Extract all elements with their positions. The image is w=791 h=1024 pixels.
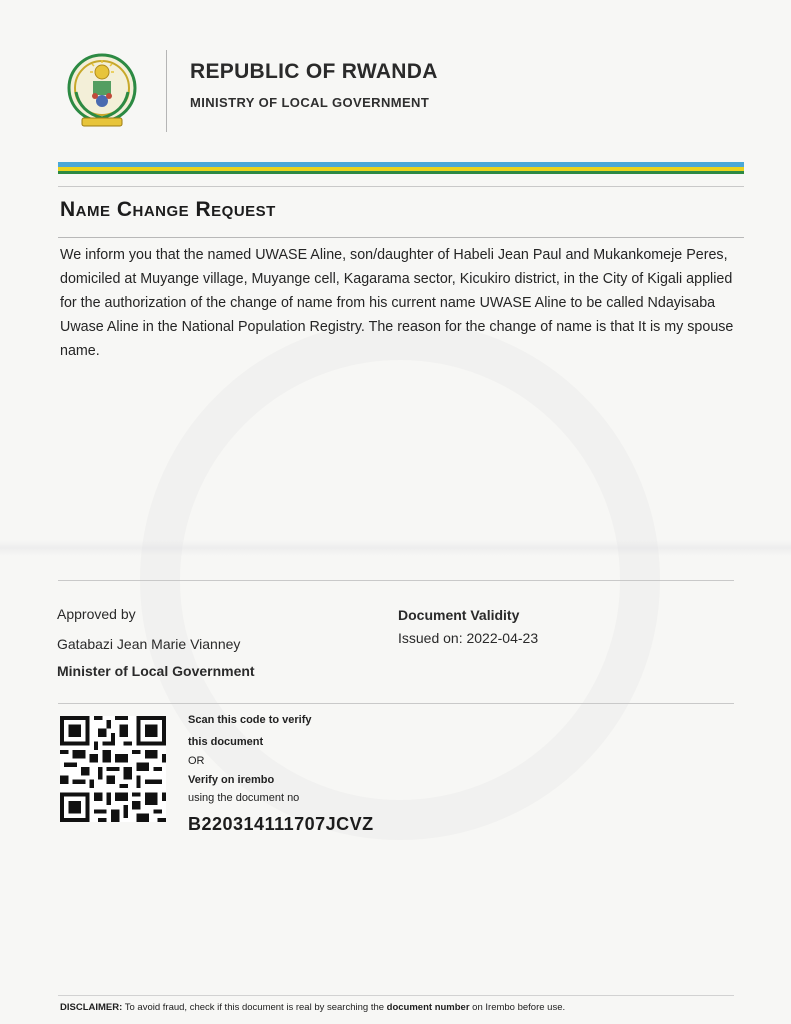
separator-line [58,186,744,187]
title-underline [58,237,744,238]
document-title: Name Change Request [60,198,276,221]
approver-name: Gatabazi Jean Marie Vianney [57,636,241,652]
verify-irembo-label: Verify on irembo [188,774,275,786]
coat-of-arms-icon [66,52,138,132]
ministry-title: MINISTRY OF LOCAL GOVERNMENT [190,95,430,110]
footer-line [58,995,734,996]
validity-title: Document Validity [398,607,520,623]
disclaimer-emphasis: document number [386,1002,470,1013]
scan-instruction-line1: Scan this code to verify [188,714,312,726]
flag-stripe [58,162,744,174]
or-label: OR [188,755,205,767]
flag-stripe-green [58,171,744,174]
document-number: B220314111707JCVZ [188,814,374,834]
scan-instruction-line2: this document [188,736,264,748]
request-body-text: We inform you that the named UWASE Aline, son/daughter of Habeli Jean Paul and Mukankomeje Peres, domiciled at Muyange village, Muyange cell, Kagarama sector, Kicukiro district, in the City of Kigali applied for the authorization of the change of name from his current name UWASE Aline to be called Ndayisaba Uwase Aline in the National Population Registry. The reason for the change of name is that It is my spouse name. [60,247,734,359]
approved-by-label: Approved by [57,606,136,622]
paper-crease [0,540,791,556]
country-title: REPUBLIC OF RWANDA [190,60,438,83]
using-document-no-label: using the document no [188,792,300,804]
disclaimer-text [60,1002,565,1013]
section-divider-2 [58,703,734,704]
disclaimer-label: DISCLAIMER: [60,1002,123,1013]
disclaimer-text-after: on Irembo before use. [469,1002,566,1013]
qr-code-icon[interactable] [60,716,166,822]
section-divider [58,580,734,581]
issued-date: Issued on: 2022-04-23 [398,630,539,646]
disclaimer-text-before: To avoid fraud, check if this document is real by searching the [122,1002,387,1013]
approver-position: Minister of Local Government [57,663,255,679]
header-divider [166,50,167,132]
